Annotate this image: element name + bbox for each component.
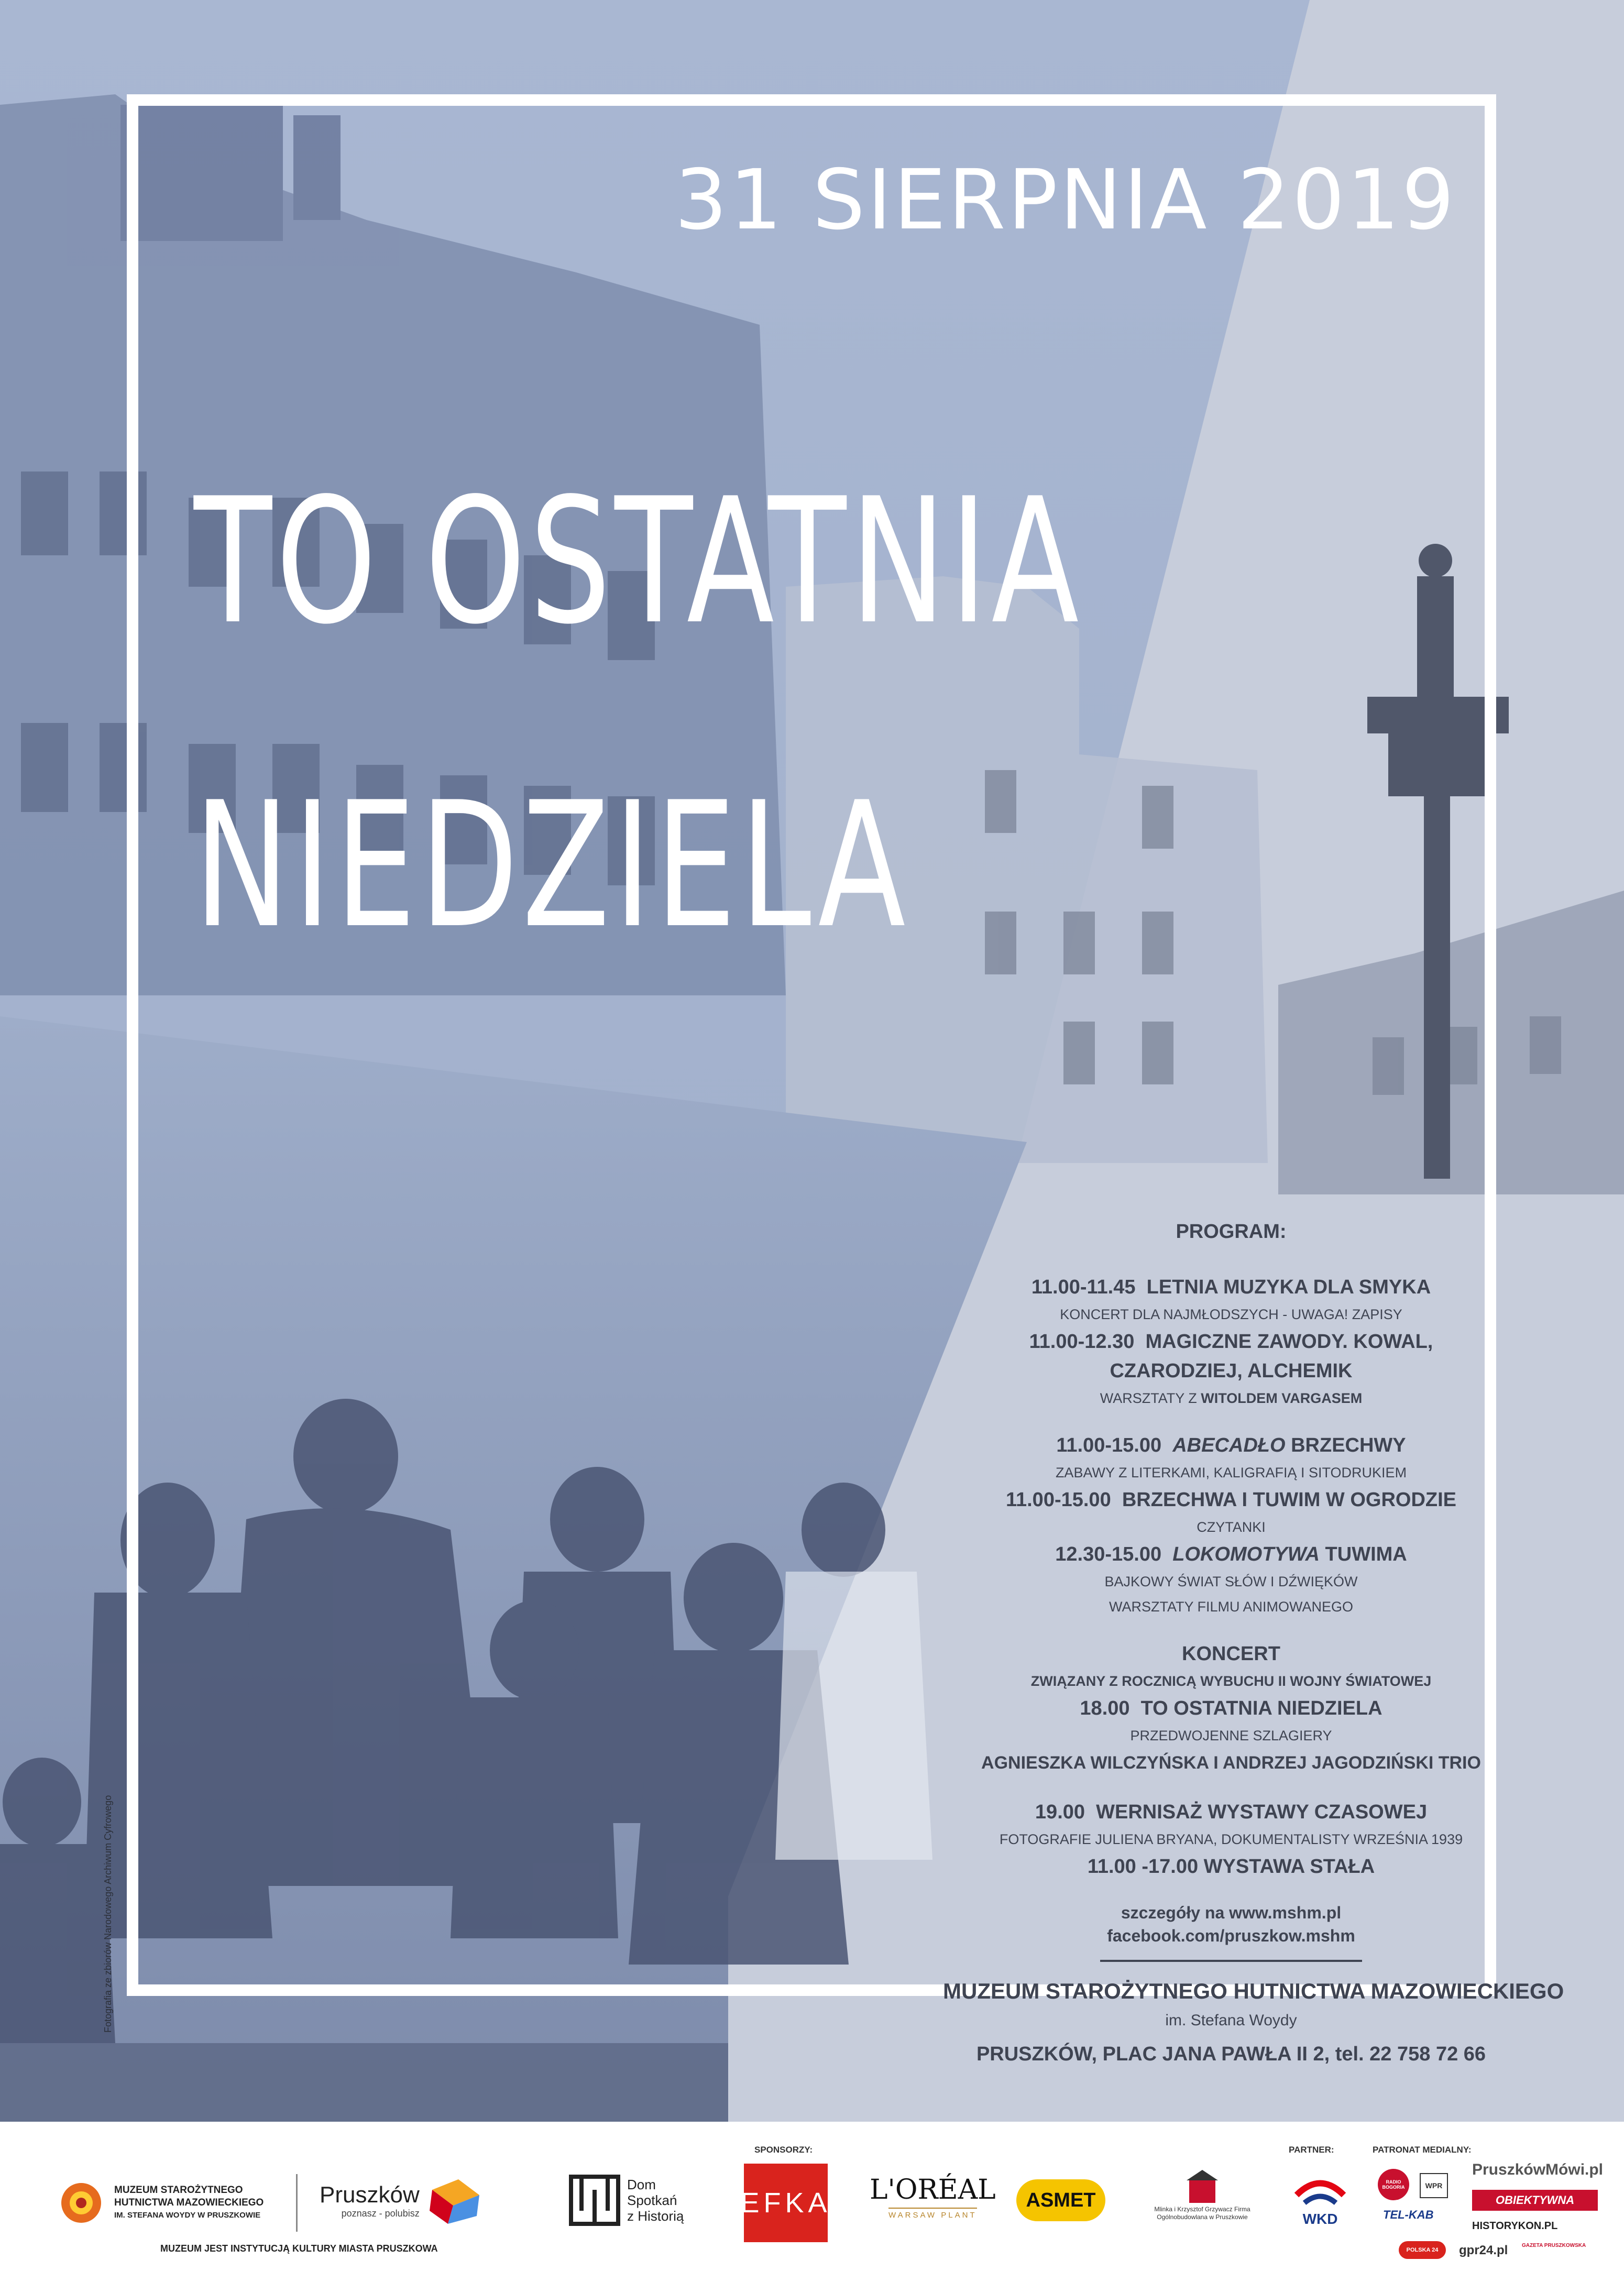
historykon-logo: HISTORYKON.PL [1472,2220,1558,2232]
program-item: 11.00-15.00 BRZECHWA I TUWIM W OGRODZIE [1005,1489,1457,1511]
museum-logo [58,2179,264,2226]
program-item-cont: CZARODZIEJ, ALCHEMIK [1110,1360,1353,1382]
obiektywna-logo [1472,2190,1598,2211]
program-section [943,1221,1564,2075]
asmet-logo [1016,2179,1105,2221]
program-item-sub: ZABAWY Z LITERKAMI, KALIGRAFIĄ I SITODRUKIEM [1055,1465,1407,1480]
wpr-logo [1420,2173,1448,2198]
dom-line: Spotkań [627,2192,677,2208]
museum-emblem-icon [58,2179,105,2226]
media-name: RADIO BOGORIA [1382,2179,1405,2190]
website-link[interactable]: szczegóły na www.mshm.pl [1121,1903,1342,1922]
program-heading: PROGRAM: [1176,1221,1287,1243]
program-item: 11.00-15.00 ABECADŁO BRZECHWY [1056,1434,1406,1456]
concert-sub: ZWIĄZANY Z ROCZNICĄ WYBUCHU II WOJNY ŚWIATOWEJ [1030,1673,1432,1689]
museum-logo-line: HUTNICTWA MAZOWIECKIEGO [114,2197,264,2208]
concert-performers: AGNIESZKA WILCZYŃSKA I ANDRZEJ JAGODZIŃSKI TRIO [981,1753,1481,1773]
pruszkow-mowi-logo: PruszkówMówi.pl [1472,2161,1604,2178]
program-item-sub: BAJKOWY ŚWIAT SŁÓW I DŹWIĘKÓW [1104,1574,1358,1589]
sponsors-label: SPONSORZY: [754,2145,813,2155]
efka-text: EFKA [740,2187,831,2219]
loreal-name: L'ORÉAL [870,2174,996,2206]
wkd-text: WKD [1302,2211,1338,2227]
facebook-link[interactable]: facebook.com/pruszkow.mshm [1107,1926,1355,1945]
efka-logo [740,2164,831,2242]
title-line-2: NIEDZIELA [194,765,909,966]
concert-heading: KONCERT [1182,1643,1280,1665]
loreal-sub: WARSAW PLANT [888,2208,977,2220]
program-item: 11.00-11.45 LETNIA MUZYKA DLA SMYKA [1031,1276,1431,1298]
mlynarski-logo [1137,2169,1268,2221]
museum-name: MUZEUM STAROŻYTNEGO HUTNICTWA MAZOWIECKIEGO [943,1979,1564,2003]
title-line-1: TO OSTATNIA [194,461,1083,662]
program-item: 12.30-15.00 LOKOMOTYWA TUWIMA [1055,1543,1407,1565]
program-item-sub: KONCERT DLA NAJMŁODSZYCH - UWAGA! ZAPISY [1060,1307,1402,1322]
loreal-logo [870,2174,996,2220]
media-name: OBIEKTYWNA [1495,2193,1575,2207]
maze-icon [568,2174,621,2226]
wkd-arrow-icon [1294,2174,1346,2211]
program-item: 11.00-12.30 MAGICZNE ZAWODY. KOWAL, [1029,1331,1433,1353]
museum-address: PRUSZKÓW, PLAC JANA PAWŁA II 2, tel. 22 758 72 66 [976,2043,1486,2065]
photo-credit: Fotografia ze zbiorów Narodowego Archiwum Cyfrowego [103,1795,113,2033]
pruszkow-name: Pruszków [320,2181,420,2208]
pruszkow-cube-icon [427,2174,485,2226]
dom-line: Dom [627,2177,656,2192]
logo-divider [296,2174,298,2232]
wkd-logo [1294,2174,1346,2228]
museum-patron: im. Stefana Woydy [1165,2012,1297,2029]
program-item-sub: CZYTANKI [1197,1519,1266,1535]
museum-logo-line: MUZEUM STAROŻYTNEGO [114,2185,243,2196]
concert-sub2: PRZEDWOJENNE SZLAGIERY [1130,1728,1332,1743]
permanent-exhibition: 11.00 -17.00 WYSTAWA STAŁA [1087,1856,1375,1878]
partner-label: PARTNER: [1289,2145,1334,2155]
program-item-sub: WARSZTATY FILMU ANIMOWANEGO [1109,1599,1353,1615]
vernissage-item: 19.00 WERNISAŻ WYSTAWY CZASOWEJ [1035,1801,1428,1823]
institution-note: MUZEUM JEST INSTYTUCJĄ KULTURY MIASTA PRUSZKOWA [160,2243,438,2254]
tel-kab-logo: TEL-KAB [1383,2208,1434,2221]
gazeta-pruszkowska-logo: GAZETA PRUSZKOWSKA [1522,2243,1586,2248]
program-item-sub: WARSZTATY Z WITOLDEM VARGASEM [1100,1390,1363,1406]
vernissage-sub: FOTOGRAFIE JULIENA BRYANA, DOKUMENTALISTY WRZEŚNIA 1939 [999,1831,1463,1847]
event-date: 31 SIERPNIA 2019 [674,152,1456,248]
dom-line: z Historią [627,2208,684,2224]
building-icon [1187,2169,1218,2206]
asmet-text: ASMET [1026,2189,1096,2211]
divider [1100,1960,1362,1962]
media-name: POLSKA 24 [1406,2247,1439,2253]
dom-spotkan-logo [568,2174,684,2226]
pruszkow-tagline: poznasz - polubisz [341,2208,420,2219]
museum-logo-line: IM. STEFANA WOYDY W PRUSZKOWIE [114,2211,261,2220]
pruszkow-logo [320,2174,485,2226]
media-label: PATRONAT MEDIALNY: [1373,2145,1472,2155]
radio-bogoria-logo [1378,2169,1409,2200]
concert-item: 18.00 TO OSTATNIA NIEDZIELA [1080,1697,1382,1719]
polska24-logo [1399,2241,1446,2259]
media-name: WPR [1425,2181,1443,2190]
gpr24-logo: gpr24.pl [1459,2243,1508,2257]
mlynarski-text: Mlinka i Krzysztof Grzywacz Firma Ogólnobudowlana w Pruszkowie [1154,2206,1250,2221]
